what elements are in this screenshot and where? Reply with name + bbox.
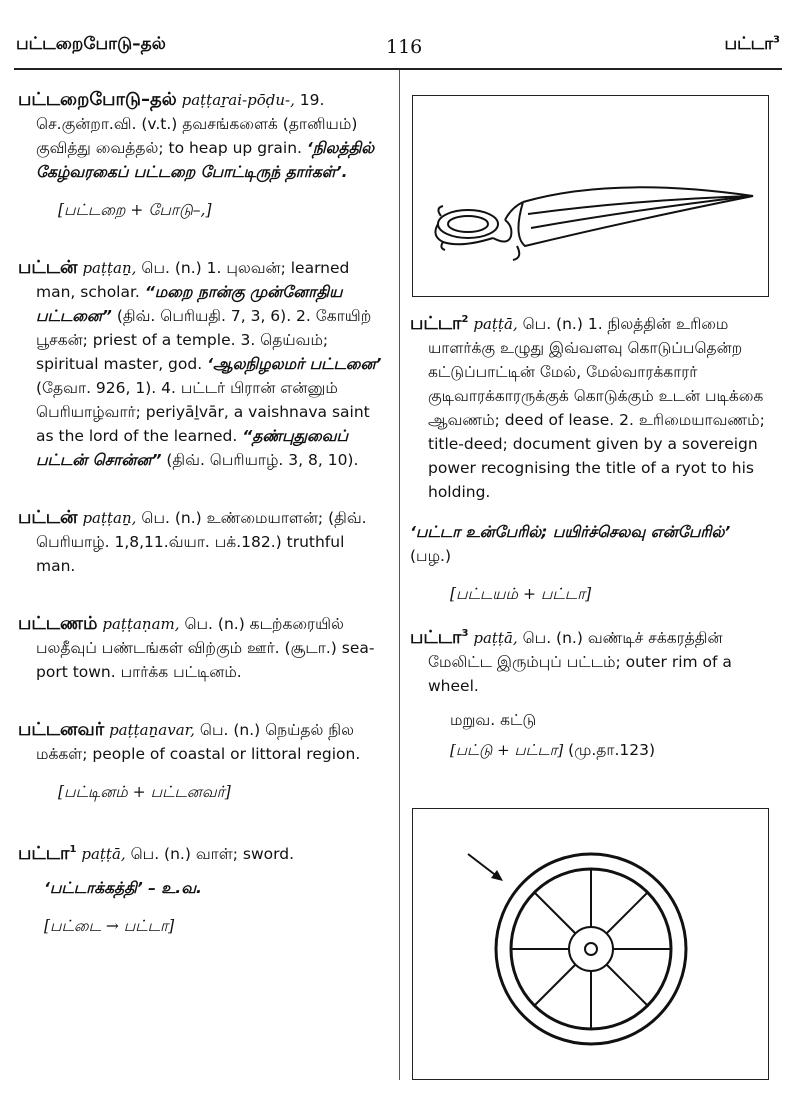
- quotation: “மறை நான்கு முன்னோதிய பட்டனை”: [36, 283, 343, 325]
- usage-example: ‘பட்டாக்கத்தி’ – உ.வ.: [44, 879, 202, 897]
- entry-pattan-1: [18, 256, 388, 472]
- definition: பெ. (n.) கடற்கரையில் பலதீவுப் பண்டங்கள் விற்கும் ஊர். (சூடா.) sea-port town. பார்க்க பட்டினம்.: [36, 615, 375, 681]
- quotation: ‘ஆலநிழலமர் பட்டனை’: [207, 355, 382, 373]
- etymology-line: [410, 738, 768, 762]
- definition: (திவ். பெரியதி. 7, 3, 6). 2. கோயிற் பூசகன்; priest of a temple. 3. தெய்வம்; spiritual master, god.: [36, 307, 372, 373]
- entry-pattaraipodu: [18, 88, 388, 184]
- headword: பட்டன்: [18, 257, 78, 278]
- transliteration: paṭṭaṇam,: [102, 615, 180, 633]
- transliteration: paṭṭā,: [473, 629, 518, 647]
- entry-pattanavar: [18, 718, 388, 766]
- running-head-left: பட்டறைபோடு–தல்: [16, 34, 166, 54]
- definition: (தேவா. 926, 1). 4. பட்டர் பிரான் என்னும் பெரியாழ்வார்; periyāḻvār, a vaishnava saint as the lord of the learned.: [36, 379, 370, 445]
- etymology: [பட்டை → பட்டா]: [44, 917, 175, 935]
- synonym: மறுவ. கட்டு: [450, 711, 537, 729]
- running-head-right: பட்டா$^3$: [724, 34, 780, 54]
- page-header: [16, 34, 780, 64]
- headword: பட்டனவர்: [18, 719, 105, 740]
- headword: பட்டன்: [18, 507, 78, 528]
- headword: பட்டறைபோடு–தல்: [18, 89, 177, 110]
- wheel-illustration: [413, 809, 768, 1079]
- entry-patta-1: [18, 838, 388, 866]
- definition: பெ. (n.) நெய்தல் நில மக்கள்; people of coastal or littoral region.: [36, 721, 361, 763]
- etymology: [பட்டினம் + பட்டனவர்]: [58, 783, 231, 801]
- etymology: [பட்டறை + போடு–,]: [58, 201, 212, 219]
- header-rule: [14, 68, 782, 70]
- entry-pattanam: [18, 612, 388, 684]
- right-column: [410, 308, 768, 762]
- headword: பட்டா$^3$: [410, 627, 469, 648]
- transliteration: paṭṭaṉavar,: [109, 721, 195, 739]
- definition: 19. செ.குன்றா.வி. (v.t.) தவசங்களைக் (தானியம்) குவித்து வைத்தல்; to heap up grain.: [36, 91, 358, 157]
- headword: பட்டா$^1$: [18, 843, 77, 864]
- wheel-figure: [412, 808, 769, 1080]
- sword-illustration: [413, 96, 768, 296]
- quotation: “தண்புதுவைப் பட்டன் சொன்ன”: [36, 427, 349, 469]
- transliteration: paṭṭaṉ,: [82, 509, 137, 527]
- citation: (திவ். பெரியாழ். 3, 8, 10).: [166, 451, 359, 469]
- proverb-source: (பழ.): [410, 547, 452, 565]
- definition: பெ. (n.) 1. புலவன்; learned man, scholar.: [36, 259, 350, 301]
- transliteration: paṭṭaṟai-pōḍu-,: [181, 91, 295, 109]
- etymology: [பட்டயம் + பட்டா]: [450, 585, 592, 603]
- proverb: ‘பட்டா உன்பேரில்; பயிர்ச்செலவு என்பேரில்’ (பழ.): [410, 523, 731, 565]
- page-number: 116: [386, 36, 423, 58]
- definition: பெ. (n.) உண்மையாளன்; (திவ். பெரியாழ். 1,8,11.வ்யா. பக்.182.) truthful man.: [36, 509, 367, 575]
- definition: பெ. (n.) வண்டிச் சக்கரத்தின் மேலிட்ட இரும்புப் பட்டம்; outer rim of a wheel.: [428, 629, 732, 695]
- headword: பட்டணம்: [18, 613, 98, 634]
- transliteration: paṭṭaṉ,: [82, 259, 137, 277]
- definition: பெ. (n.) வாள்; sword.: [130, 845, 295, 863]
- transliteration: paṭṭā,: [473, 315, 518, 333]
- entry-patta-3: [410, 622, 768, 698]
- sword-figure: [412, 95, 769, 297]
- column-divider: [399, 70, 400, 1080]
- left-column: [18, 88, 388, 938]
- transliteration: paṭṭā,: [81, 845, 126, 863]
- entry-pattan-2: [18, 506, 388, 578]
- etymology: [பட்டு + பட்டா]: [450, 741, 564, 759]
- quotation: ‘நிலத்தில் கேழ்வரகைப் பட்டறை போட்டிருந் தார்கள்’.: [36, 139, 375, 181]
- definition: பெ. (n.) 1. நிலத்தின் உரிமை யாளர்க்கு உழுது இவ்வளவு கொடுப்பதென்ற கட்டுப்பாட்டின் மேல், மேல்வாரக்காரர் குடிவாரக்காரருக்குக் கொடுக்கும் உடன் படிக்கை ஆவணம்; deed of lease. 2. உரிமையாவணம்; title-deed; document given by a sovereign power recognising the title of a ryot to his holding.: [428, 315, 765, 501]
- etymology-source: (மு.தா.123): [568, 741, 656, 759]
- entry-patta-2: [410, 308, 768, 504]
- headword: பட்டா$^2$: [410, 313, 469, 334]
